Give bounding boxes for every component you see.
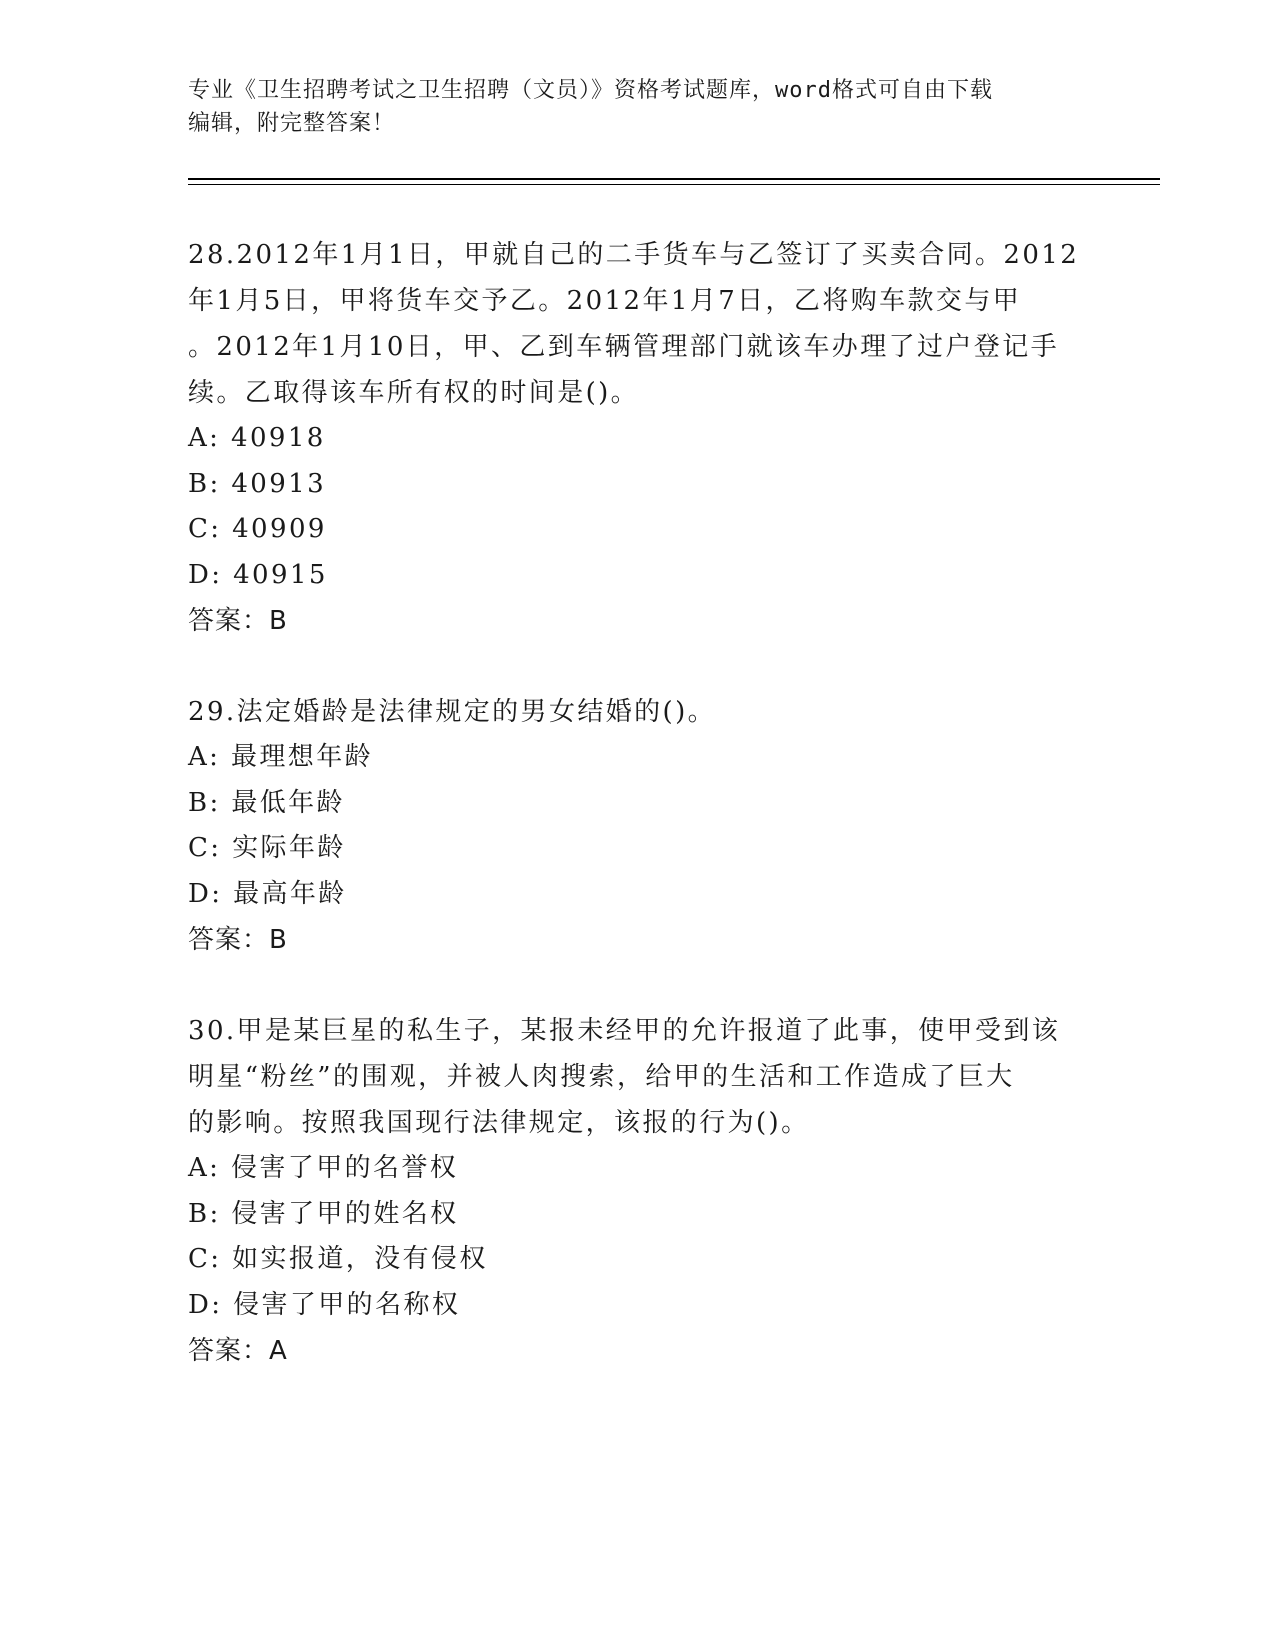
question-stem-line: 的影响。按照我国现行法律规定，该报的行为()。 (188, 1108, 810, 1138)
question-stem-line: 30.甲是某巨星的私生子，某报未经甲的允许报道了此事，使甲受到该 (188, 1016, 1061, 1046)
question-stem-line: 。2012年1月10日，甲、乙到车辆管理部门就该车办理了过户登记手 (188, 332, 1059, 362)
answer-line: 答案：B (188, 925, 288, 955)
option-d: D: 侵害了甲的名称权 (188, 1289, 461, 1320)
option-c: C: 40909 (188, 514, 327, 544)
question-28 (188, 232, 1088, 644)
option-c: C: 如实报道，没有侵权 (188, 1244, 488, 1274)
option-c: C: 实际年龄 (188, 833, 346, 863)
document-header (188, 74, 1088, 140)
header-line-1: 专业《卫生招聘考试之卫生招聘（文员）》资格考试题库，word格式可自由下载 (188, 78, 993, 103)
option-a: A: 40918 (188, 423, 326, 453)
question-stem-line: 年1月5日，甲将货车交予乙。2012年1月7日，乙将购车款交与甲 (188, 286, 1022, 316)
question-stem-line: 续。乙取得该车所有权的时间是()。 (188, 378, 640, 408)
answer-line: 答案：A (188, 1336, 288, 1366)
header-line-2: 编辑，附完整答案！ (188, 111, 396, 136)
option-a: A: 侵害了甲的名誉权 (188, 1153, 459, 1183)
answer-line: 答案：B (188, 606, 288, 636)
header-divider-thin (188, 184, 1160, 185)
question-list (188, 232, 1088, 1419)
option-d: D: 最高年龄 (188, 878, 347, 909)
option-b: B: 40913 (188, 468, 327, 499)
option-a: A: 最理想年龄 (188, 742, 374, 772)
option-b: B: 侵害了甲的姓名权 (188, 1198, 459, 1229)
question-stem-line: 28.2012年1月1日，甲就自己的二手货车与乙签订了买卖合同。2012 (188, 240, 1080, 270)
question-stem-line: 29.法定婚龄是法律规定的男女结婚的()。 (188, 697, 717, 727)
question-stem-line: 明星“粉丝”的围观，并被人肉搜索，给甲的生活和工作造成了巨大 (188, 1062, 1015, 1092)
option-d: D: 40915 (188, 559, 328, 590)
question-30 (188, 1008, 1088, 1374)
question-29 (188, 689, 1088, 963)
option-b: B: 最低年龄 (188, 787, 345, 818)
header-divider-thick (188, 178, 1160, 180)
